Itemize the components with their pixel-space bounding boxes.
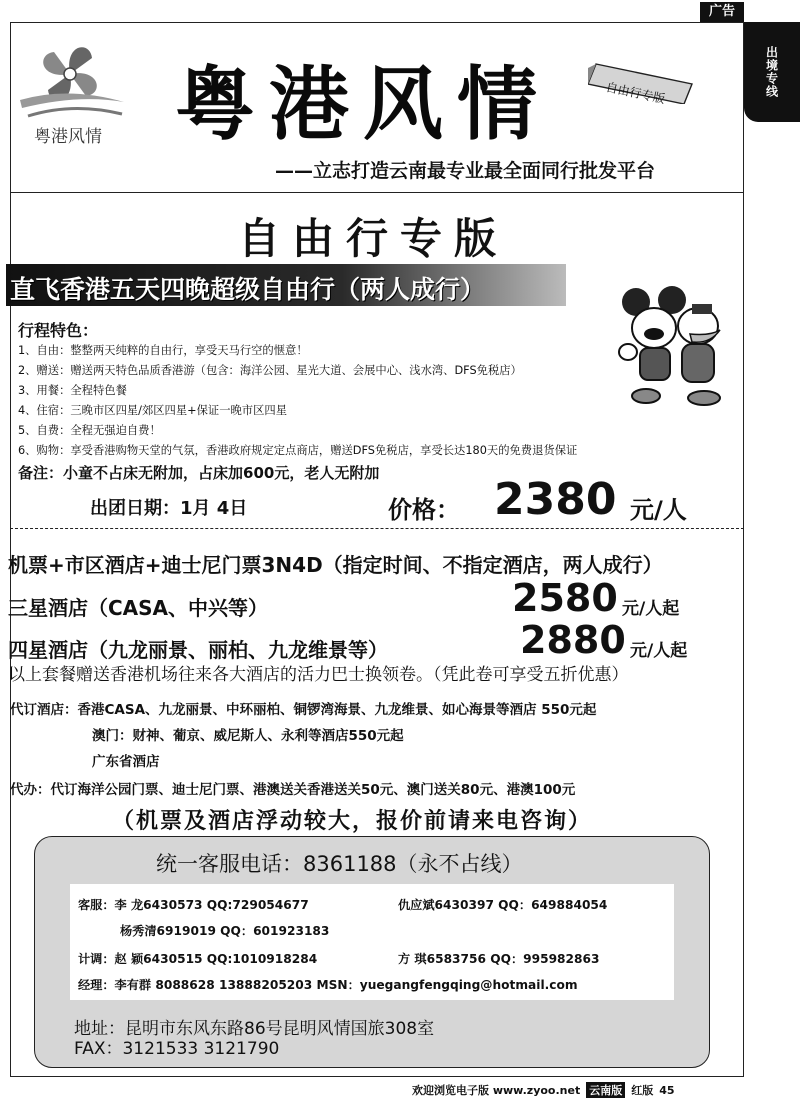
address: 地址：昆明市东风东路86号昆明风情国旅308室	[74, 1019, 435, 1039]
contact-line: 经理：李有群 8088628 13888205203 MSN：yuegangfengqing@hotmail.com	[78, 978, 578, 992]
note: 备注：小童不占床无附加，占床加600元，老人无附加	[18, 464, 380, 482]
header-divider	[10, 192, 744, 193]
feature-item: 2、赠送：赠送两天特色品质香港游（包含：海洋公园、星光大道、会展中心、浅水湾、DFS免税店）	[18, 364, 522, 377]
features-heading: 行程特色：	[18, 321, 99, 340]
package-title: 机票+市区酒店+迪士尼门票3N4D（指定时间、不指定酒店，两人成行）	[8, 553, 663, 577]
feature-item: 5、自费：全程无强迫自费！	[18, 424, 161, 437]
contact-line: 客服：李 龙6430573 QQ:729054677	[78, 898, 309, 912]
dashed-divider	[10, 528, 744, 529]
contact-line: 计调：赵 颖6430515 QQ:1010918284	[78, 952, 318, 966]
page-number: 45	[659, 1083, 675, 1097]
guangdong-line: 广东省酒店	[92, 754, 160, 770]
feature-item: 3、用餐：全程特色餐	[18, 384, 127, 397]
ribbon-text: 自由行专版	[604, 79, 667, 107]
contact-line: 杨秀清6919019 QQ：601923183	[120, 924, 330, 938]
price-unit: 元/人	[630, 496, 687, 524]
macau-line: 澳门：财神、葡京、威尼斯人、永利等酒店550元起	[92, 728, 404, 744]
side-tab[interactable]	[744, 22, 800, 122]
price-value: 2380	[494, 474, 617, 525]
hotel4-label: 四星酒店（九龙丽景、丽柏、九龙维景等）	[8, 638, 388, 662]
hotel4-unit: 元/人起	[630, 641, 688, 661]
hotel3-label: 三星酒店（CASA、中兴等）	[8, 596, 269, 620]
hotels-line: 代订酒店：香港CASA、九龙丽景、中环丽柏、铜锣湾海景、九龙维景、如心海景等酒店 550元起	[10, 702, 597, 718]
feature-item: 1、自由：整整两天纯粹的自由行，享受天马行空的惬意！	[18, 344, 308, 357]
footer	[412, 1082, 675, 1098]
price-label: 价格：	[388, 496, 460, 524]
agent-line: 代办：代订海洋公园门票、迪士尼门票、港澳送关香港送关50元、澳门送关80元、港澳100元	[10, 782, 576, 798]
footer-color-edition: 红版	[631, 1084, 654, 1097]
hotline: 统一客服电话：8361188（永不占线）	[156, 852, 523, 876]
feature-item: 4、住宿：三晚市区四星/郊区四星+保证一晚市区四星	[18, 404, 287, 417]
footer-site[interactable]: 欢迎浏览电子版 www.zyoo.net	[412, 1084, 581, 1097]
logo-text: 粤港风情	[34, 127, 102, 147]
slogan: ——立志打造云南最专业最全面同行批发平台	[275, 160, 656, 182]
gift-note: 以上套餐赠送香港机场往来各大酒店的活力巴士换领卷。（凭此卷可享受五折优惠）	[8, 665, 629, 685]
cartoon-characters-icon	[606, 282, 724, 410]
contact-line: 仇应斌6430397 QQ：649884054	[398, 898, 608, 912]
hotel3-unit: 元/人起	[622, 599, 680, 619]
brand-title: 粤港风情	[175, 57, 551, 151]
pinwheel-logo-icon	[18, 30, 128, 122]
fax: FAX：3121533 3121790	[74, 1039, 280, 1059]
float-note: （机票及酒店浮动较大，报价前请来电咨询）	[112, 809, 593, 834]
hotel3-price: 2580	[512, 576, 618, 620]
hotel4-price: 2880	[520, 618, 626, 662]
side-tab-label: 出境专线	[764, 46, 779, 98]
ad-tag: 广告	[700, 2, 744, 22]
departure-date: 出团日期：1月 4日	[90, 498, 248, 519]
section-title: 自由行专版	[238, 214, 509, 263]
contact-line: 方 琪6583756 QQ：995982863	[398, 952, 600, 966]
promo-banner-text: 直飞香港五天四晚超级自由行（两人成行）	[10, 275, 486, 304]
feature-item: 6、购物：享受香港购物天堂的气氛，香港政府规定定点商店，赠送DFS免税店，享受长达180天的免费退货保证	[18, 444, 578, 457]
footer-edition: 云南版	[586, 1082, 625, 1098]
